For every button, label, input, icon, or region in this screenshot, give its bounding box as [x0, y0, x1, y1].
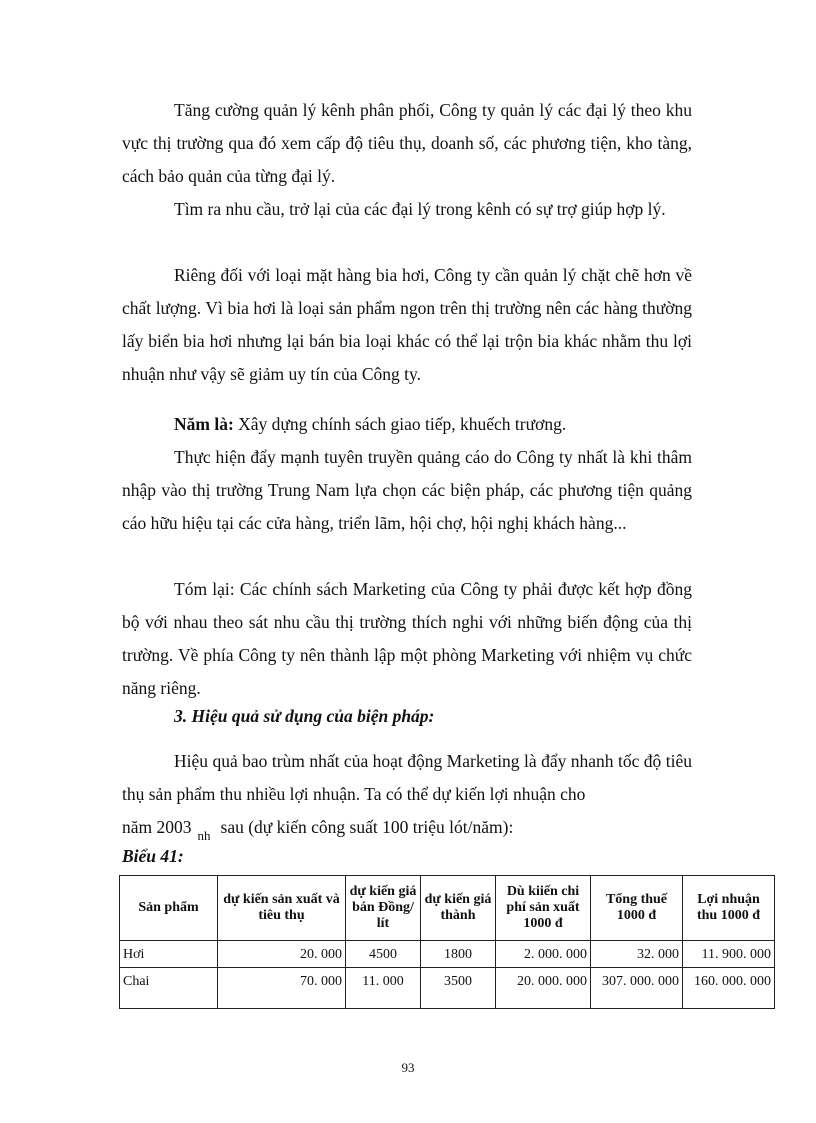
table-row: [120, 941, 775, 968]
cell-production: 70. 000: [218, 968, 346, 1009]
paragraph-forecast-year: [122, 811, 692, 845]
cell-expense: 20. 000. 000: [496, 968, 591, 1009]
cell-price: 11. 000: [346, 968, 421, 1009]
header-product: Sản phẩm: [120, 876, 218, 941]
header-planned-price: dự kiến giá bán Đồng/ lít: [346, 876, 421, 941]
cell-production: 20. 000: [218, 941, 346, 968]
paragraph-effectiveness: Hiệu quả bao trùm nhất của hoạt động Marketing là đẩy nhanh tốc độ tiêu thụ sản phẩm thu nhiều lợi nhuận. Ta có thể dự kiến lợi nhuận cho: [122, 751, 692, 804]
paragraph-point-five: [122, 408, 692, 441]
header-production-expense: Dù kiiến chi phí sản xuất 1000 đ: [496, 876, 591, 941]
forecast-year-subscript: nh: [197, 828, 211, 843]
cell-expense: 2. 000. 000: [496, 941, 591, 968]
table-row: [120, 968, 775, 1009]
cell-product: Chai: [120, 968, 218, 1009]
paragraph-channel-management: Tăng cường quản lý kênh phân phối, Công ty quản lý các đại lý theo khu vực thị trường qua đó xem cấp độ tiêu thụ, doanh số, các phương tiện, kho tàng, cách bảo quản của từng đại lý.: [122, 100, 692, 186]
cell-profit: 11. 900. 000: [683, 941, 775, 968]
paragraph-draft-beer: Riêng đối với loại mặt hàng bia hơi, Công ty cần quản lý chặt chẽ hơn về chất lượng. Vì bia hơi là loại sản phẩm ngon trên thị trường nên các hàng thường lấy biển bia hơi nhưng lại bán bia loại khác có thể lại trộn bia khác nhằm thu lợi nhuận như vậy sẽ giảm uy tín của Công ty.: [122, 265, 692, 384]
paragraph-agent-needs: Tìm ra nhu cầu, trở lại của các đại lý trong kênh có sự trợ giúp hợp lý.: [174, 199, 666, 219]
header-planned-cost: dự kiến giá thành: [421, 876, 496, 941]
cell-price: 4500: [346, 941, 421, 968]
point-five-label: Năm là:: [174, 414, 234, 434]
cell-product: Hơi: [120, 941, 218, 968]
profit-forecast-table: [119, 875, 775, 1009]
cell-tax: 32. 000: [591, 941, 683, 968]
table-header-row: [120, 876, 775, 941]
header-planned-production: dự kiến sản xuất và tiêu thụ: [218, 876, 346, 941]
cell-tax: 307. 000. 000: [591, 968, 683, 1009]
cell-cost: 1800: [421, 941, 496, 968]
cell-cost: 3500: [421, 968, 496, 1009]
page-number: 93: [401, 1060, 415, 1075]
table-caption: Biểu 41:: [122, 846, 184, 866]
forecast-year-text: năm 2003: [122, 817, 192, 837]
paragraph-advertising: Thực hiện đẩy mạnh tuyên truyền quảng cáo do Công ty nhất là khi thâm nhập vào thị trường Trung Nam lựa chọn các biện pháp, các phương tiện quảng cáo hữu hiệu tại các cửa hàng, triển lãm, hội chợ, hội nghị khách hàng...: [122, 447, 692, 533]
header-profit: Lợi nhuận thu 1000 đ: [683, 876, 775, 941]
point-five-text: Xây dựng chính sách giao tiếp, khuếch trương.: [233, 414, 567, 434]
paragraph-summary: Tóm lại: Các chính sách Marketing của Công ty phải được kết hợp đồng bộ với nhau theo sát nhu cầu thị trường thích nghi với những biến động của thị trường. Về phía Công ty nên thành lập một phòng Marketing với nhiệm vụ chức năng riêng.: [122, 579, 692, 698]
header-total-tax: Tổng thuế 1000 đ: [591, 876, 683, 941]
forecast-capacity-text: sau (dự kiến công suất 100 triệu lót/năm):: [220, 817, 514, 837]
cell-profit: 160. 000. 000: [683, 968, 775, 1009]
section-heading: 3. Hiệu quả sử dụng của biện pháp:: [174, 706, 435, 726]
